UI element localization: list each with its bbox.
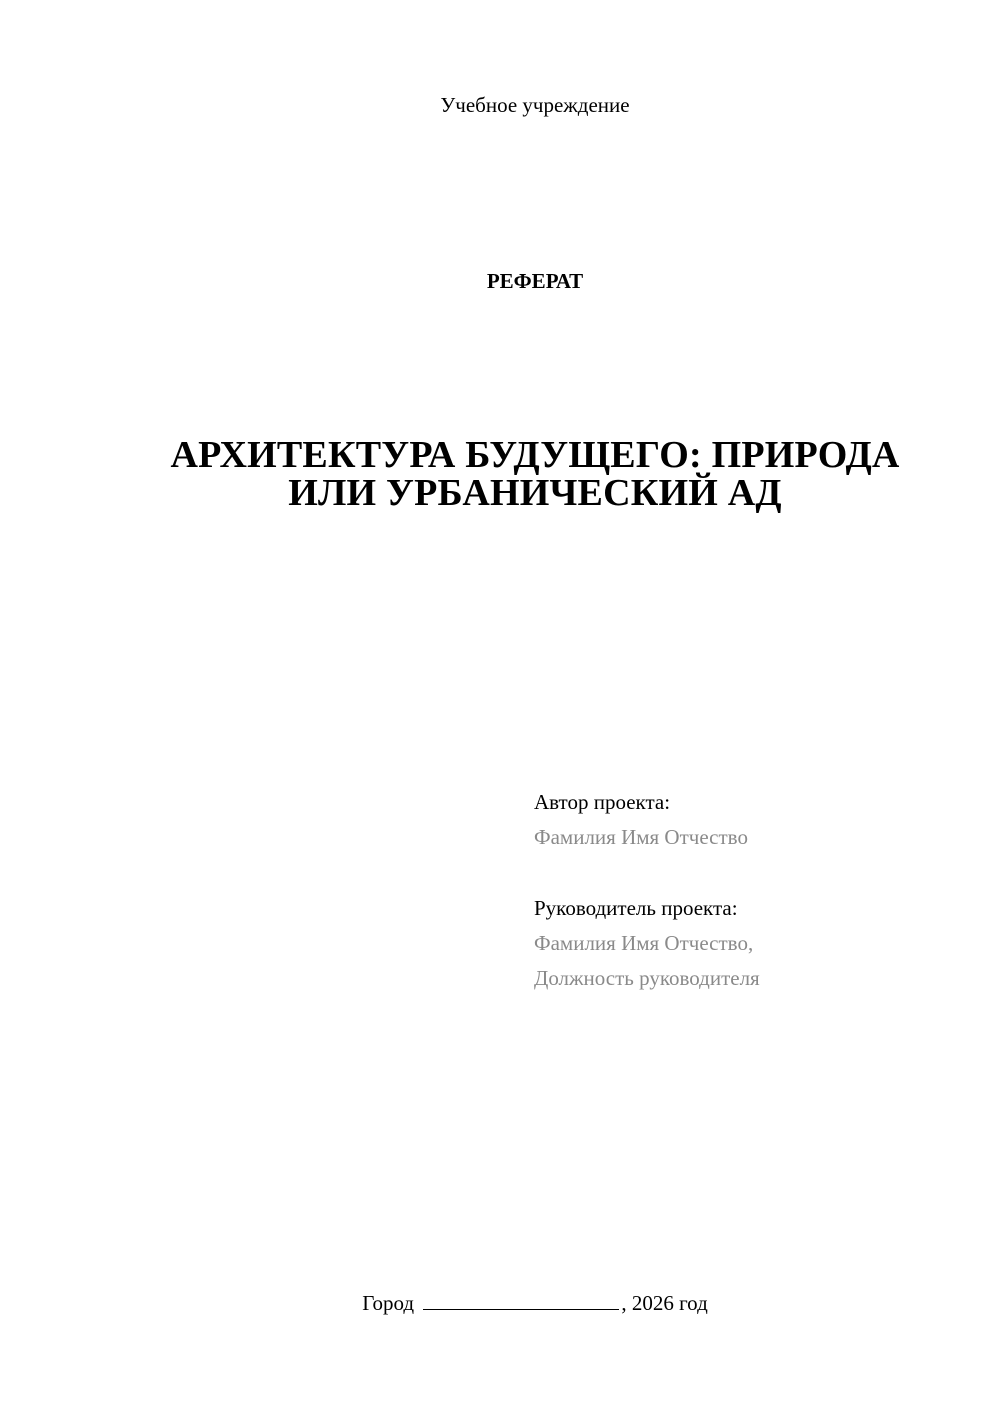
document-title [70, 436, 1000, 512]
year-text: , 2026 год [621, 1291, 708, 1315]
supervisor-position: Должность руководителя [534, 966, 760, 990]
supervisor-name: Фамилия Имя Отчество, [534, 931, 754, 955]
document-title-line-2: ИЛИ УРБАНИЧЕСКИЙ АД [288, 472, 782, 514]
author-name: Фамилия Имя Отчество [534, 825, 748, 849]
city-blank-line [423, 1291, 619, 1310]
footer-city-year [70, 1288, 1000, 1318]
city-label: Город [362, 1291, 415, 1315]
document-type: РЕФЕРАТ [486, 269, 584, 293]
author-block [534, 785, 748, 855]
supervisor-block [534, 891, 760, 996]
document-title-line-1: АРХИТЕКТУРА БУДУЩЕГО: ПРИРОДА [170, 434, 900, 476]
institution-name: Учебное учреждение [440, 93, 630, 117]
supervisor-label: Руководитель проекта: [534, 896, 738, 920]
author-label: Автор проекта: [534, 790, 671, 814]
